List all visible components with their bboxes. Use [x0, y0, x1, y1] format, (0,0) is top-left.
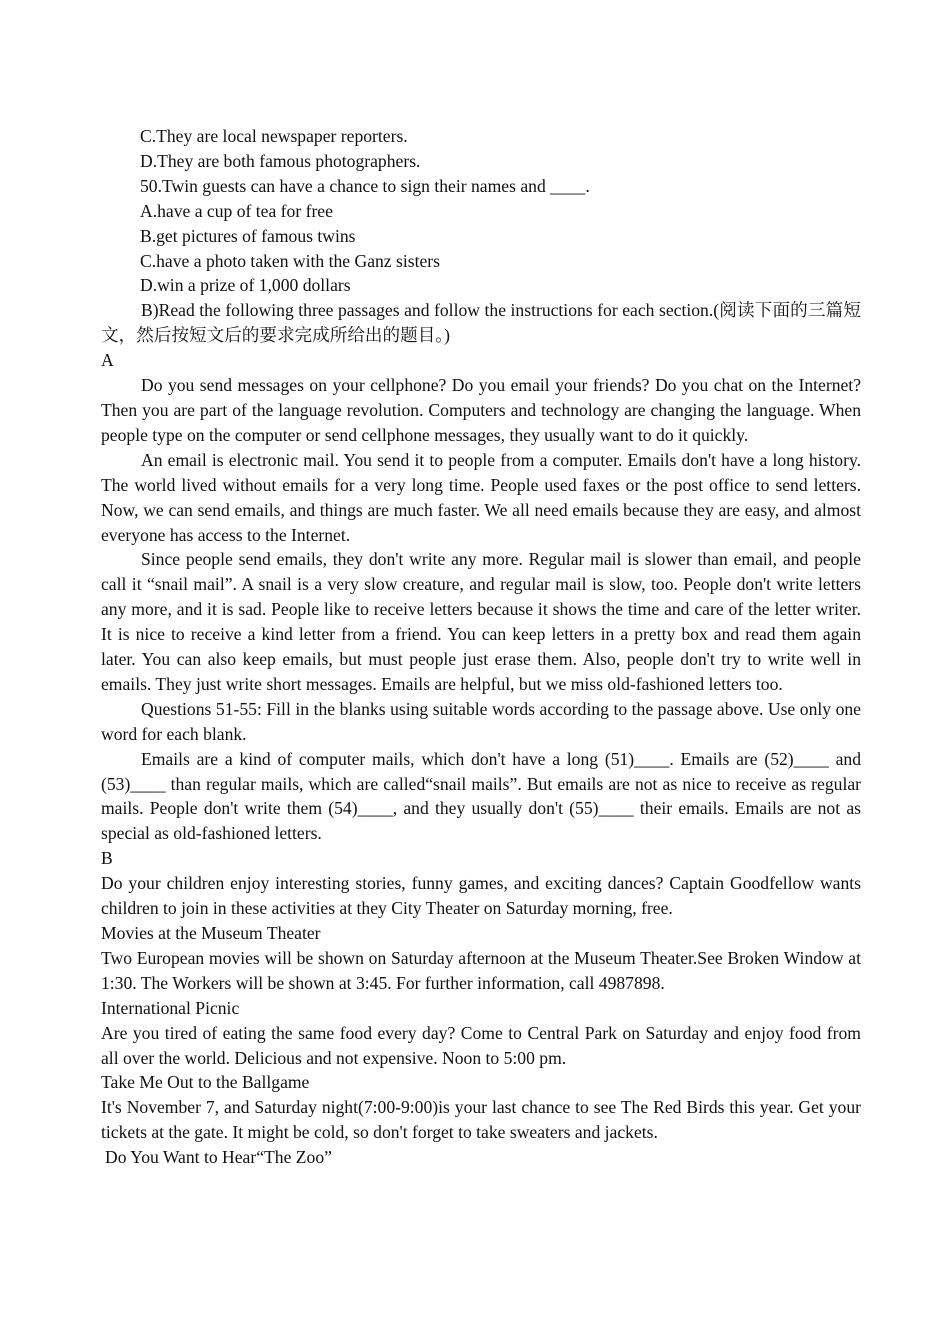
q50-option-d: D.win a prize of 1,000 dollars — [140, 275, 351, 296]
passage-b-intro: Do your children enjoy interesting stories, funny games, and exciting dances? Captain Goodfellow wants children to join in these activities at they City Theater on Saturday morning, free. — [101, 873, 861, 919]
ad-text: Are you tired of eating the same food every day? Come to Central Park on Saturday and enjoy food from all over the world. Delicious and not expensive. Noon to 5:00 pm. — [101, 1022, 861, 1068]
q50-stem: 50.Twin guests can have a chance to sign their names and ____. — [140, 175, 590, 196]
next-ad-title: Do You Want to Hear“The Zoo” — [105, 1147, 332, 1168]
ad-title: Movies at the Museum Theater — [101, 923, 321, 943]
q49-option-d: D.They are both famous photographers. — [140, 150, 421, 171]
passage-b-label: B — [101, 848, 113, 869]
q49-option-c: C.They are local newspaper reporters. — [140, 126, 408, 146]
passage-a-label: A — [101, 350, 114, 371]
questions-51-55-instructions: Questions 51-55: Fill in the blanks using suitable words according to the passage above. Use only one word for each blank. — [101, 698, 861, 744]
q50-option-b: B.get pictures of famous twins — [140, 225, 356, 246]
passage-a-paragraph: Since people send emails, they don't write any more. Regular mail is slower than email, and people call it “snail mail”. A snail is a very slow creature, and regular mail is slow, too. People don't write letters any more, and it is sad. People like to receive letters because it shows the time and care of the letter writer. It is nice to receive a kind letter from a friend. You can keep letters in a pretty box and read them again later. You can also keep emails, but must people just erase them. Also, people don't try to write well in emails. They just write short messages. Emails are helpful, but we miss old-fashioned letters too. — [101, 549, 861, 694]
passage-a-paragraph: An email is electronic mail. You send it to people from a computer. Emails don't have a long history. The world lived without emails for a very long time. People used faxes or the post office to send letters. Now, we can send emails, and things are much faster. We all need emails because they are easy, and almost everyone has access to the Internet. — [101, 449, 861, 545]
ad-text: It's November 7, and Saturday night(7:00-9:00)is your last chance to see The Red Birds this year. Get your tickets at the gate. It might be cold, so don't forget to take sweaters and jackets. — [101, 1097, 861, 1143]
ad-text: Two European movies will be shown on Saturday afternoon at the Museum Theater.See Broken Window at 1:30. The Workers will be shown at 3:45. For further information, call 4987898. — [101, 947, 861, 993]
document-page — [101, 124, 861, 1170]
passage-a-paragraph: Do you send messages on your cellphone? Do you email your friends? Do you chat on the Internet? Then you are part of the language revolution. Computers and technology are changing the language. When people type on the computer or send cellphone messages, they usually want to do it quickly. — [101, 375, 861, 445]
q50-option-a: A.have a cup of tea for free — [140, 200, 333, 221]
fill-in-blanks-summary: Emails are a kind of computer mails, which don't have a long (51)____. Emails are (52)____ and (53)____ than regular mails, which are called“snail mails”. But emails are not as nice to receive as regular mails. People don't write them (54)____, and they usually don't (55)____ their emails. Emails are not as special as old-fashioned letters. — [101, 748, 861, 844]
ad-title: International Picnic — [101, 997, 240, 1018]
ad-title: Take Me Out to the Ballgame — [101, 1072, 310, 1093]
q50-option-c: C.have a photo taken with the Ganz sisters — [140, 250, 440, 271]
section-b-instructions: B)Read the following three passages and follow the instructions for each section.(阅读下面的三篇短文，然后按短文后的要求完成所给出的题目。) — [101, 300, 861, 346]
